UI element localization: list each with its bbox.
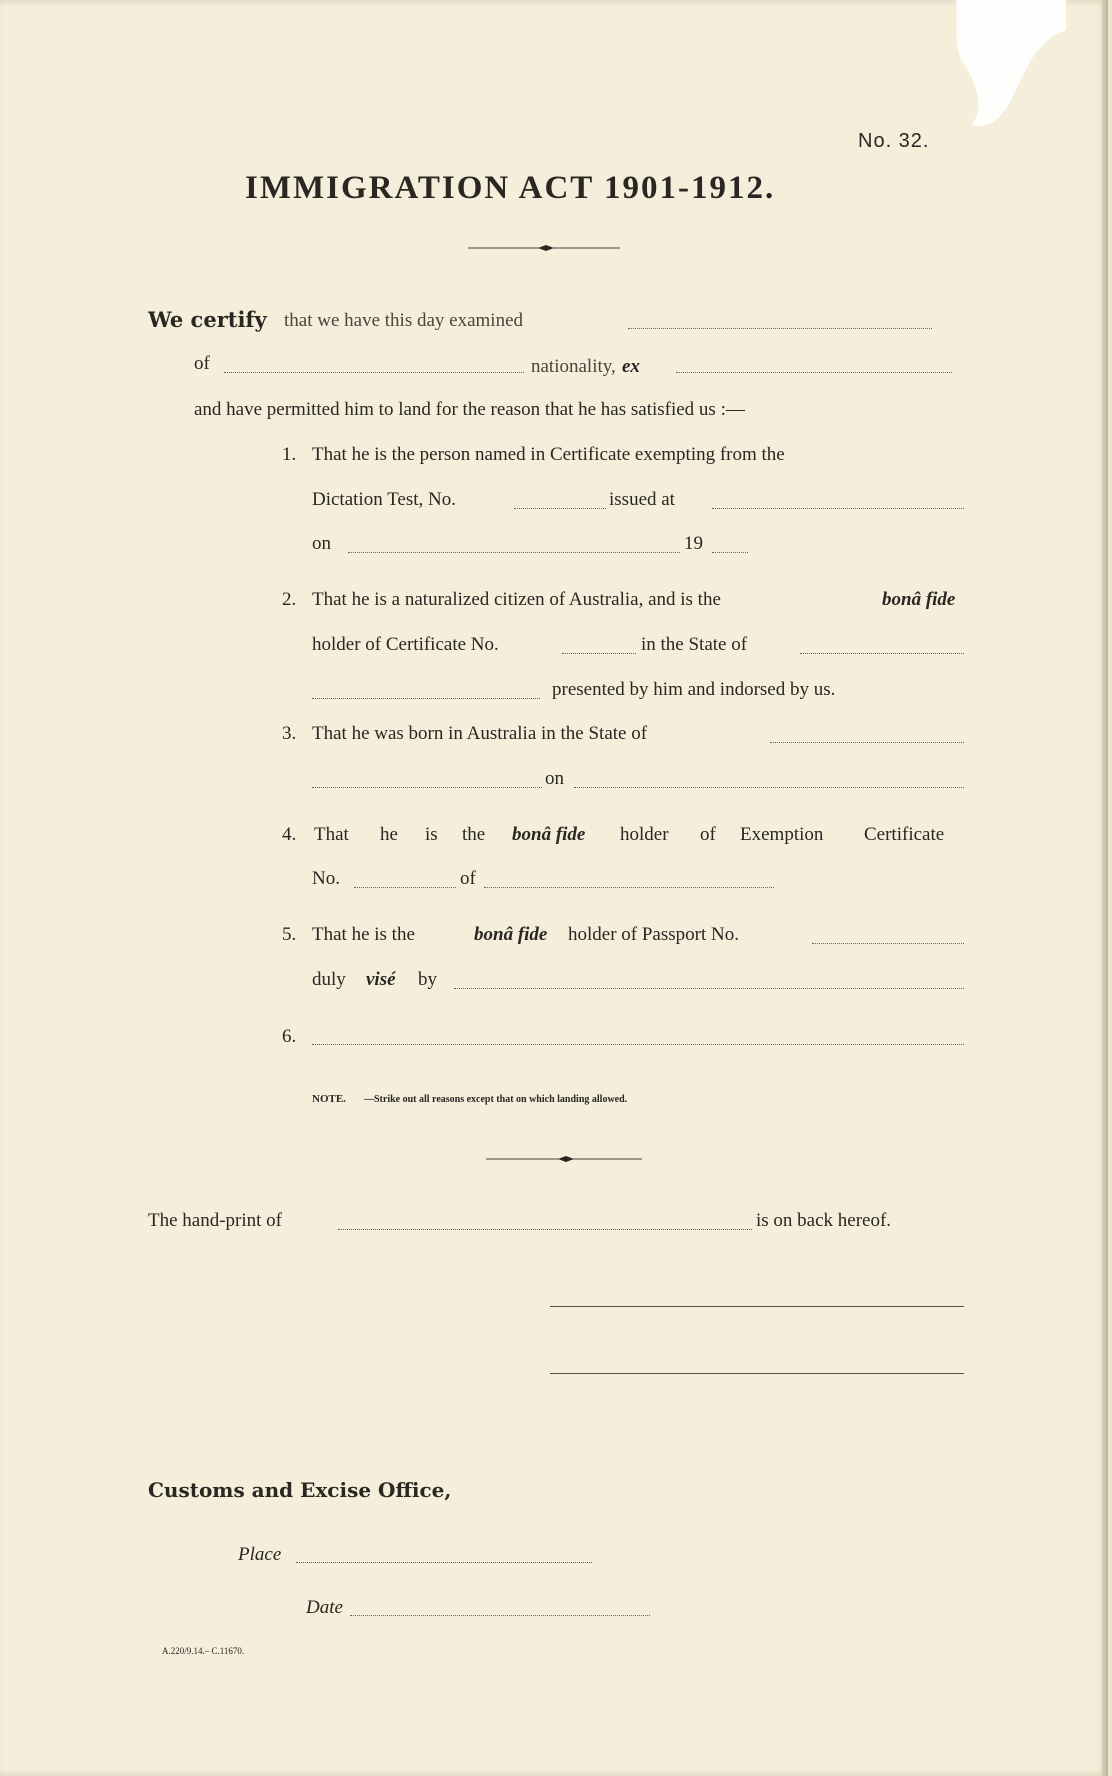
page-edge xyxy=(1102,0,1108,1776)
divider-ornament-lower xyxy=(486,1153,642,1165)
reason-4-bona-fide: bonâ fide xyxy=(512,824,586,845)
reason-4-word-6: holder xyxy=(620,824,669,845)
permitted-text: and have permitted him to land for the reason that he has satisfied us :— xyxy=(194,399,745,420)
reason-1-line1: That he is the person named in Certificate exempting from the xyxy=(312,444,785,465)
reason-4-word-4: the xyxy=(462,824,486,845)
vise-by-field[interactable] xyxy=(454,988,964,989)
reason-3-line1: That he was born in Australia in the State of xyxy=(312,723,648,744)
reason-5-line1a: That he is the xyxy=(312,924,415,945)
torn-corner-mark xyxy=(916,0,1066,140)
reason-1-line2a: Dictation Test, No. xyxy=(312,489,456,510)
of-label: of xyxy=(194,353,210,374)
reason-2-line3: presented by him and indorsed by us. xyxy=(552,679,836,700)
handprint-suffix: is on back hereof. xyxy=(756,1210,892,1231)
reason-5-bona-fide: bonâ fide xyxy=(474,924,548,945)
certify-lead-rest: that we have this day examined xyxy=(284,310,524,331)
place-field[interactable] xyxy=(296,1562,592,1563)
exemption-number-field[interactable] xyxy=(354,887,456,888)
reason-2-bona-fide: bonâ fide xyxy=(882,589,956,610)
footer-code: A.220/9.14.– C.11670. xyxy=(162,1646,245,1656)
born-state-field[interactable] xyxy=(770,742,964,743)
form-number: No. 32. xyxy=(858,130,930,152)
date-field[interactable] xyxy=(350,1615,650,1616)
passport-number-field[interactable] xyxy=(812,943,964,944)
born-date-field[interactable] xyxy=(574,787,964,788)
reason-4-word-1: That xyxy=(314,824,349,845)
reason-4-word-8: Exemption xyxy=(740,824,824,845)
nationality-label: nationality, xyxy=(531,356,616,377)
reason-6-number: 6. xyxy=(282,1026,297,1047)
reason-4-word-3: is xyxy=(425,824,438,845)
divider-ornament xyxy=(468,242,620,254)
presented-field[interactable] xyxy=(312,698,540,699)
reason-4-line2a: No. xyxy=(312,868,340,889)
issued-at-field[interactable] xyxy=(712,508,964,509)
reason-3-number: 3. xyxy=(282,723,297,744)
year-field[interactable] xyxy=(712,552,748,553)
certify-lead: We certify xyxy=(148,307,267,332)
signature-line-2[interactable] xyxy=(550,1373,964,1374)
state-field[interactable] xyxy=(800,653,964,654)
dictation-test-number-field[interactable] xyxy=(514,508,606,509)
certificate-number-field[interactable] xyxy=(562,653,636,654)
reason-5-vise: visé xyxy=(366,969,396,990)
examined-name-field[interactable] xyxy=(628,328,932,329)
ex-field[interactable] xyxy=(676,372,952,373)
signature-line-1[interactable] xyxy=(550,1306,964,1307)
reason-1-line3b: 19 xyxy=(684,533,703,554)
reason-4-word-9: Certificate xyxy=(864,824,945,845)
note-label: NOTE. xyxy=(312,1093,346,1105)
reason-1-line3a: on xyxy=(312,533,331,554)
form-title: IMMIGRATION ACT 1901-1912. xyxy=(245,170,776,206)
ex-label: ex xyxy=(622,356,640,377)
handprint-name-field[interactable] xyxy=(338,1229,752,1230)
date-label: Date xyxy=(306,1597,343,1618)
on-date-field[interactable] xyxy=(348,552,680,553)
reason-5-line2c: by xyxy=(418,969,437,990)
born-place-field[interactable] xyxy=(312,787,542,788)
reason-4-number: 4. xyxy=(282,824,297,845)
reason-1-line2b: issued at xyxy=(609,489,675,510)
reason-2-line1a: That he is a naturalized citizen of Australia, and is the xyxy=(312,589,721,610)
reason-4-line2b: of xyxy=(460,868,476,889)
reason-1-number: 1. xyxy=(282,444,297,465)
of-field[interactable] xyxy=(224,372,524,373)
note-text: —Strike out all reasons except that on which landing allowed. xyxy=(364,1094,628,1105)
reason-5-line1c: holder of Passport No. xyxy=(568,924,739,945)
reason-2-line2b: in the State of xyxy=(641,634,748,655)
reason-5-number: 5. xyxy=(282,924,297,945)
reason-3-line2: on xyxy=(545,768,564,789)
reason-5-line2a: duly xyxy=(312,969,346,990)
exemption-of-field[interactable] xyxy=(484,887,774,888)
reason-4-word-2: he xyxy=(380,824,398,845)
reason-6-field[interactable] xyxy=(312,1044,964,1045)
office-title: Customs and Excise Office, xyxy=(148,1478,452,1502)
handprint-prefix: The hand-print of xyxy=(148,1210,283,1231)
reason-2-number: 2. xyxy=(282,589,297,610)
reason-4-word-7: of xyxy=(700,824,716,845)
place-label: Place xyxy=(238,1544,282,1565)
reason-2-line2a: holder of Certificate No. xyxy=(312,634,499,655)
